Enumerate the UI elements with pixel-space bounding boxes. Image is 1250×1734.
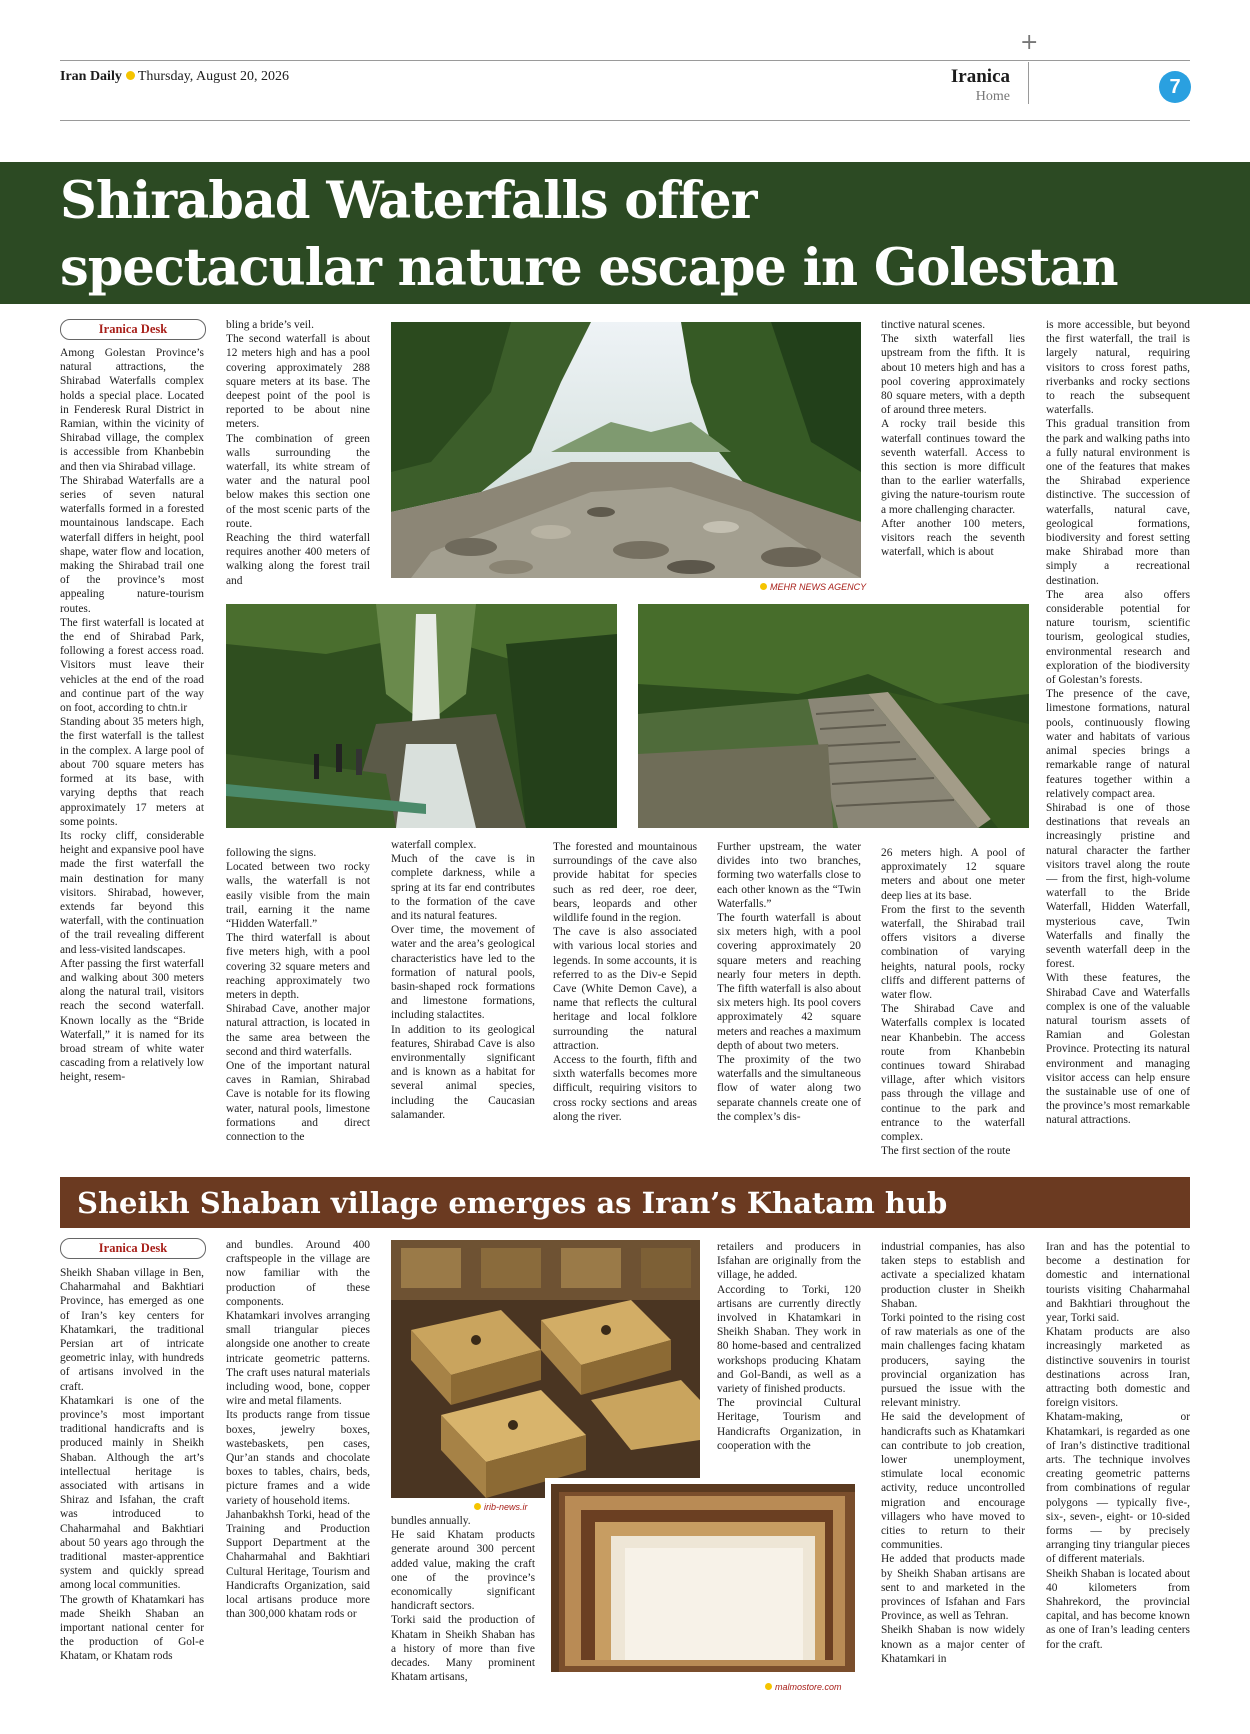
credit-text: MEHR NEWS AGENCY bbox=[770, 582, 867, 592]
photo-khatam-boxes bbox=[391, 1240, 700, 1498]
article2-column-5 bbox=[881, 1240, 1025, 1686]
paragraph: Khatamkari involves arranging small triangular pieces alongside one another to create intricate geometric patterns. The craft uses natural materials including wood, bone, copper wire and metal filaments. bbox=[226, 1310, 370, 1408]
paragraph: Sheikh Shaban village in Ben, Chaharmahal and Bakhtiari Province, has emerged as one of Iran’s key centers for Khatamkari, the traditional Persian art of intricate geometric inlay, with hundreds of artisans involved in the craft. bbox=[60, 1267, 204, 1393]
crosshair-mark: + bbox=[1020, 30, 1039, 55]
photo-waterfall-visitors bbox=[226, 604, 617, 828]
paragraph: The area also offers considerable potential for nature tourism, scientific tourism, geological studies, environmental research and exploration of the biodiversity of Golestan’s forests. bbox=[1046, 588, 1190, 687]
paragraph: The provincial Cultural Heritage, Tourism and Handicrafts Organization, in cooperation with the bbox=[717, 1397, 861, 1452]
paragraph: and bundles. Around 400 craftspeople in the village are now familiar with the production of these components. bbox=[226, 1239, 370, 1308]
header-top-rule bbox=[60, 60, 1190, 61]
paragraph: waterfall complex. bbox=[391, 839, 477, 851]
paragraph: 26 meters high. A pool of approximately 12 square meters and about one meter deep lies at its base. bbox=[881, 847, 1025, 902]
article1-column-7 bbox=[881, 318, 1025, 592]
paragraph: Among Golestan Province’s natural attractions, the Shirabad Waterfalls complex holds a special place. Located in Fenderesk Rural District in Ramian, within the vicinity of Shirabad village, the complex is accessible from Khanbebin and then via Shirabad village. bbox=[60, 347, 204, 473]
paragraph: After passing the first waterfall and walking about 300 meters along the natural trail, visitors reach the second waterfall. Known locally as the “Bride Waterfall,” it is named for its broad stream of white water cascading from a relatively low height, resem- bbox=[60, 957, 204, 1084]
paragraph: industrial companies, has also taken steps to establish and activate a specialized khatam production cluster in Sheikh Shaban. bbox=[881, 1241, 1025, 1310]
paragraph: The Shirabad Waterfalls are a series of seven natural waterfalls formed in a forested mountainous landscape. Each waterfall differs in height, pool shape, water flow and location, making the Shirabad trail one of the province’s most appealing nature-tourism routes. bbox=[60, 474, 204, 615]
paper-name: Iran Daily bbox=[60, 69, 122, 84]
paragraph: The first section of the route bbox=[881, 1145, 1011, 1156]
article1-column-8 bbox=[881, 846, 1025, 1156]
article1-column-4 bbox=[391, 838, 535, 1156]
section-name: Iranica bbox=[950, 66, 1010, 87]
photo-khatam-frames bbox=[545, 1478, 861, 1678]
article1-headline bbox=[60, 168, 1200, 302]
photo-stream-rocks bbox=[391, 322, 861, 578]
photo-stone-stairs bbox=[638, 604, 1029, 828]
paragraph: The Shirabad Cave and Waterfalls complex is located near Khanbebin. The access route from Khanbebin continues toward Shirabad village, after which visitors pass through the village and continue to the park and entrance to the waterfall complex. bbox=[881, 1003, 1025, 1144]
dot-icon bbox=[126, 71, 135, 80]
header-divider bbox=[1028, 62, 1029, 104]
article2-column-1 bbox=[60, 1266, 204, 1686]
headline-line-2: spectacular nature escape in Golestan bbox=[60, 238, 1118, 298]
paragraph: Iran and has the potential to become a destination for domestic and international tourists visiting Chaharmahal and Bakhtiari throughout the year, Torki said. bbox=[1046, 1241, 1190, 1325]
paragraph: The third waterfall is about five meters high, with a pool covering 32 square meters and reaching approximately two meters in depth. bbox=[226, 932, 370, 1002]
article1-column-2 bbox=[226, 318, 370, 598]
paragraph: bundles annually. bbox=[391, 1515, 471, 1527]
photo-credit-malmostore bbox=[765, 1682, 842, 1692]
paragraph: A rocky trail beside this waterfall continues toward the seventh waterfall. Access to this section is more difficult than to the earlier waterfalls, giving the nature-tourism route a more challenging character. bbox=[881, 418, 1025, 516]
paragraph: Located between two rocky walls, the waterfall is not easily visible from the main trail, earning it the name “Hidden Waterfall.” bbox=[226, 861, 370, 931]
paragraph: Its products range from tissue boxes, jewelry boxes, wastebaskets, pen cases, Qur’an stands and chocolate boxes to tables, chairs, beds, picture frames and a wide variety of household items. bbox=[226, 1409, 370, 1507]
article2-column-4 bbox=[717, 1240, 861, 1472]
paragraph: The forested and mountainous surroundings of the cave also provide habitat for species such as red deer, roe deer, bears, leopards and other wildlife found in the region. bbox=[553, 841, 697, 925]
paragraph: Khatamkari is one of the province’s most important traditional handicrafts and is produced mainly in Sheikh Shaban. Although the art’s intellectual heritage is associated with artisans in Shiraz and Isfahan, the craft was introduced to Chaharmahal and Bakhtiari about 50 years ago through the traditional master-apprentice system and quickly spread among local communities. bbox=[60, 1394, 204, 1592]
paragraph: According to Torki, 120 artisans are currently directly involved in Khatamkari in Sheikh Shaban. They work in 80 home-based and centralized workshops producing Khatam and Gol-Bandi, as well as a variety of finished products. bbox=[717, 1283, 861, 1396]
paragraph: One of the important natural caves in Ramian, Shirabad Cave is notable for its flowing water, natural pools, limestone formations and direct connection to the bbox=[226, 1060, 370, 1144]
paragraph: Over time, the movement of water and the area’s geological characteristics have led to the formation of natural pools, basin-shaped rock formations and limestone formations, including stalactites. bbox=[391, 924, 535, 1022]
paragraph: Access to the fourth, fifth and sixth waterfalls becomes more difficult, requiring visitors to cross rocky sections and areas along the river. bbox=[553, 1054, 697, 1123]
paragraph: Further upstream, the water divides into two branches, forming two waterfalls close to each other known as the “Twin Waterfalls.” bbox=[717, 841, 861, 910]
paragraph: bling a bride’s veil. bbox=[226, 319, 314, 331]
paragraph: The second waterfall is about 12 meters high and has a pool covering approximately 288 square meters at its base. The deepest point of the pool is reported to be about nine meters. bbox=[226, 333, 370, 431]
header-bottom-rule bbox=[60, 120, 1190, 121]
paragraph: Shirabad Cave, another major natural attraction, is located in the same area between the second and third waterfalls. bbox=[226, 1003, 370, 1058]
paragraph: Khatam-making, or Khatamkari, is regarded as one of Iran’s distinctive traditional arts. The technique involves creating geometric patterns from combinations of regular polygons — typically five-, six-, seven-, eight- or 10-sided forms — by precisely arranging tiny triangular pieces of different materials. bbox=[1046, 1411, 1190, 1566]
paragraph: Shirabad is one of those destinations that reveals an increasingly pristine and natural character the farther visitors travel along the route — from the first, high-volume waterfall to the Bride Waterfall, Hidden Waterfall, mysterious cave, Twin Waterfalls and finally the seventh waterfall deep in the forest. bbox=[1046, 801, 1190, 971]
paragraph: The combination of green walls surrounding the waterfall, its white stream of water and the natural pool below makes this section one of the most scenic parts of the route. bbox=[226, 432, 370, 530]
paragraph: Much of the cave is in complete darkness, while a spring at its far end contributes to the formation of the cave and its natural features. bbox=[391, 853, 535, 923]
paragraph: The cave is also associated with various local stories and legends. In some accounts, it is referred to as the Div-e Sepid Cave (White Demon Cave), a name that reflects the cultural heritage and local folklore surrounding the natural attraction. bbox=[553, 926, 697, 1052]
paragraph: Its rocky cliff, considerable height and expansive pool have made the first waterfall the main destination for many visitors. Shirabad, however, extends far beyond this waterfall, with the continuation of the trail revealing different and less-visited landscapes. bbox=[60, 829, 204, 956]
article2-column-2 bbox=[226, 1238, 370, 1686]
page-number-badge: 7 bbox=[1159, 71, 1191, 103]
paragraph: With these features, the Shirabad Cave and Waterfalls complex is one of the valuable natural tourism assets of Ramian and Golestan Province. Protecting its natural environment and managing visitor access can help ensure the sustainable use of one of the province’s most remarkable natural attractions. bbox=[1046, 972, 1190, 1127]
article2-column-6 bbox=[1046, 1240, 1190, 1686]
paragraph: He said Khatam products generate around 300 percent added value, making the craft one of the province’s economically significant handicraft sectors. bbox=[391, 1529, 535, 1613]
masthead-left bbox=[60, 69, 289, 85]
paragraph: The proximity of the two waterfalls and the simultaneous flow of water along two separate channels create one of the complex’s dis- bbox=[717, 1054, 861, 1123]
paragraph: He said the development of handicrafts such as Khatamkari can contribute to job creation, lower unemployment, stimulate local economic activity, reduce uncontrolled migration and encourage villagers who have moved to cities to return to their communities. bbox=[881, 1411, 1025, 1552]
paragraph: Standing about 35 meters high, the first waterfall is the tallest in the complex. A large pool of about 700 square meters has formed at its base, with varying depths that reach approximately 17 meters at some points. bbox=[60, 716, 204, 828]
paragraph: Torki pointed to the rising cost of raw materials as one of the main challenges facing khatam producers, saying the provincial organization has pursued the issue with the relevant ministry. bbox=[881, 1312, 1025, 1410]
subsection-name: Home bbox=[975, 89, 1010, 104]
paragraph: Sheikh Shaban is located about 40 kilometers from Shahrekord, the provincial capital, and has become known as one of Iran’s leading centers for the craft. bbox=[1046, 1567, 1190, 1651]
paragraph: is more accessible, but beyond the first waterfall, the trail is largely natural, requiring visitors to cross forest paths, riverbanks and rocky sections to reach the subsequent waterfalls. bbox=[1046, 319, 1190, 417]
photo-credit-irib bbox=[474, 1502, 528, 1512]
article1-column-5 bbox=[553, 840, 697, 1156]
paragraph: From the first to the seventh waterfall, the Shirabad trail offers visitors a diverse combination of varying heights, natural pools, rocky cliffs and different patterns of water flow. bbox=[881, 903, 1025, 1002]
photo-credit-mehr bbox=[760, 582, 866, 592]
headline-line-1: Shirabad Waterfalls offer bbox=[60, 171, 757, 231]
paragraph: The growth of Khatamkari has made Sheikh Shaban an important national center for the production of Gol-e Khatam, or Khatam rods bbox=[60, 1593, 204, 1663]
paragraph: Jahanbakhsh Torki, head of the Training and Production Support Department at the Chaharmahal and Bakhtiari Cultural Heritage, Tourism and Handicrafts Organization, said local artisans produce more than 300,000 khatam rods or bbox=[226, 1508, 370, 1621]
paragraph: tinctive natural scenes. bbox=[881, 319, 986, 331]
credit-text: malmostore.com bbox=[775, 1682, 842, 1692]
paragraph: The presence of the cave, limestone formations, natural pools, continuously flowing water and habitats of various animal species brings a remarkable range of natural features together within a relatively compact area. bbox=[1046, 688, 1190, 800]
paragraph: retailers and producers in Isfahan are originally from the village, he added. bbox=[717, 1241, 861, 1282]
article2-column-3 bbox=[391, 1514, 535, 1686]
article1-byline: Iranica Desk bbox=[60, 319, 206, 340]
dot-icon bbox=[765, 1683, 772, 1690]
article1-column-1 bbox=[60, 346, 204, 1156]
paragraph: In addition to its geological features, Shirabad Cave is also environmentally significant and is known as a habitat for several animal species, including the Caucasian salamander. bbox=[391, 1023, 535, 1121]
paragraph: After another 100 meters, visitors reach the seventh waterfall, which is about bbox=[881, 517, 1025, 559]
paragraph: He added that products made by Sheikh Shaban artisans are sent to and marketed in the provinces of Isfahan and Fars Province, as well as Tehran. bbox=[881, 1553, 1025, 1623]
paragraph: Torki said the production of Khatam in Sheikh Shaban has a history of more than five decades. Many prominent Khatam artisans, bbox=[391, 1614, 535, 1684]
article2-headline: Sheikh Shaban village emerges as Iran’s Khatam hub bbox=[77, 1186, 948, 1220]
paragraph: Khatam products are also increasingly marketed as distinctive souvenirs in tourist destinations across Iran, attracting both domestic and foreign visitors. bbox=[1046, 1326, 1190, 1410]
paragraph: This gradual transition from the park and walking paths into a fully natural environment is one of the features that makes the Shirabad experience distinctive. The succession of waterfalls, natural cave, geological formations, biodiversity and forest setting make Shirabad more than simply a recreational destination. bbox=[1046, 418, 1190, 587]
dot-icon bbox=[474, 1503, 481, 1510]
paragraph: following the signs. bbox=[226, 847, 317, 859]
article2-byline: Iranica Desk bbox=[60, 1238, 206, 1259]
paragraph: Reaching the third waterfall requires another 400 meters of walking along the forest trail and bbox=[226, 532, 370, 587]
credit-text: irib-news.ir bbox=[484, 1502, 528, 1512]
dot-icon bbox=[760, 583, 767, 590]
paragraph: Sheikh Shaban is now widely known as a major center of Khatamkari in bbox=[881, 1624, 1025, 1665]
paragraph: The first waterfall is located at the end of Shirabad Park, following a forest access road. Visitors must leave their vehicles at the end of the road and continue part of the way on foot, according to chtn.ir bbox=[60, 616, 204, 715]
issue-date: Thursday, August 20, 2026 bbox=[137, 69, 289, 84]
paragraph: The fourth waterfall is about six meters high, with a pool covering approximately 20 square meters and reaching nearly four meters in depth. The fifth waterfall is also about six meters high. Its pool covers approximately 42 square meters and reaches a maximum depth of about two meters. bbox=[717, 912, 861, 1052]
article1-column-3 bbox=[226, 846, 370, 1156]
article1-column-9 bbox=[1046, 318, 1190, 1156]
paragraph: The sixth waterfall lies upstream from the fifth. It is about 10 meters high and has a pool covering approximately 80 square meters, with a depth of around three meters. bbox=[881, 333, 1025, 417]
article1-column-6 bbox=[717, 840, 861, 1156]
